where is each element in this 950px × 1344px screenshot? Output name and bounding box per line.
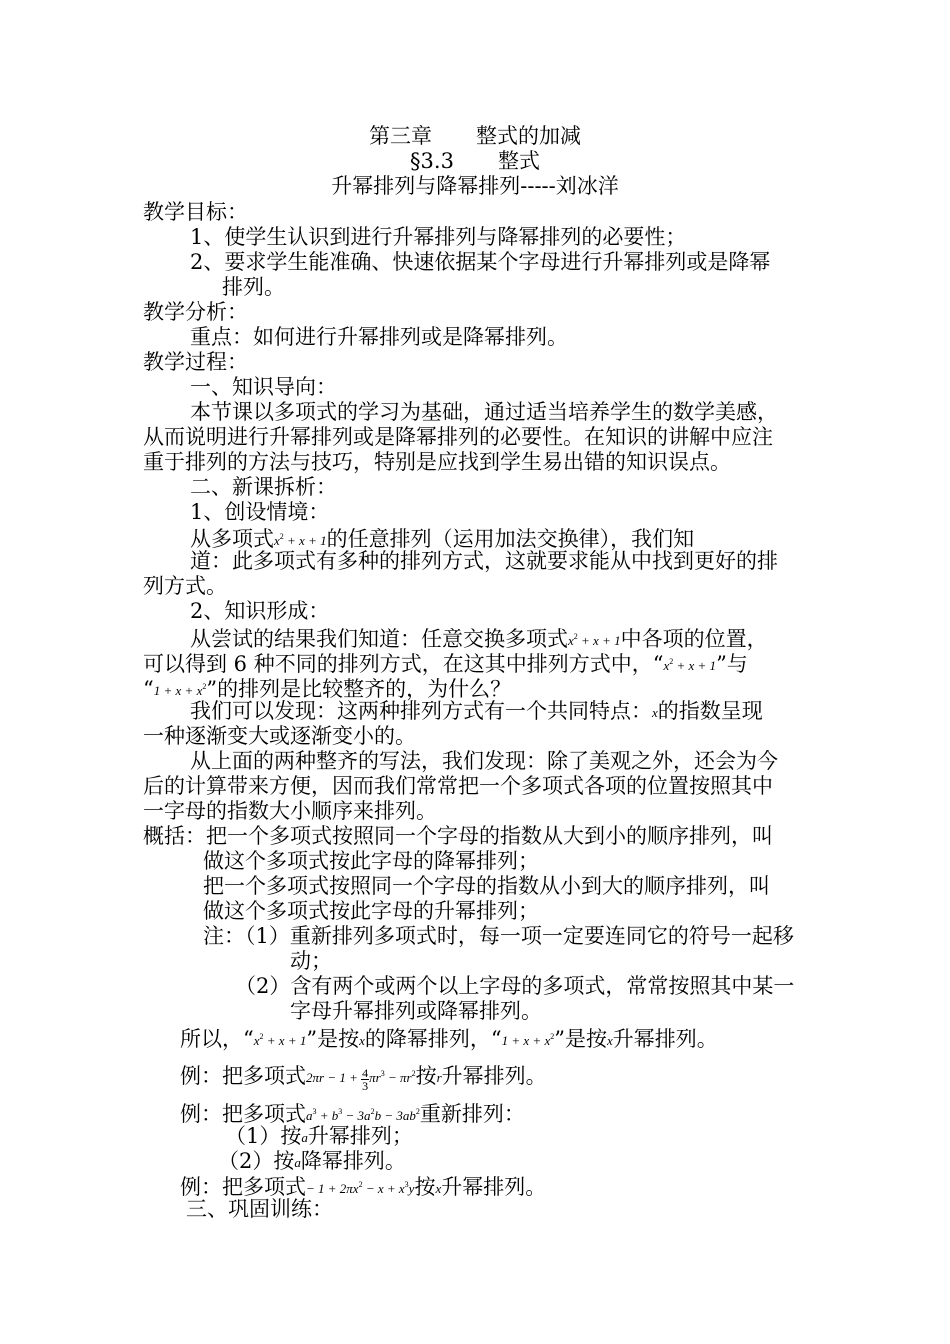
s1-line-2: 道：此多项式有多种的排列方式，这就要求能从中找到更好的排 <box>190 549 778 573</box>
s2-line-7: 后的计算带来方便，因而我们常常把一个多项式各项的位置按照其中 <box>143 774 773 798</box>
text-run: ”的排列是比较整齐的，为什么？ <box>206 677 512 701</box>
text-run: 升幂排列； <box>307 1124 413 1148</box>
section-topic: 整式 <box>497 149 540 173</box>
note-1: 注：（1）重新排列多项式时，每一项一定要连同它的符号一起移 <box>203 924 794 948</box>
goal-item-1: 1、使学生认识到进行升幂排列与降幂排列的必要性； <box>190 225 687 249</box>
text-run: 从多项式 <box>190 527 274 551</box>
goal-item-2-cont: 排列。 <box>222 275 285 299</box>
s1-heading: 1、创设情境： <box>190 500 330 524</box>
text-run: 所以，“ <box>180 1027 254 1051</box>
chapter-label: 第三章 <box>369 124 432 148</box>
part3-heading: 三、巩固训练： <box>186 1197 333 1221</box>
text-run: 例：把多项式 <box>180 1175 306 1199</box>
section-number: §3.3 <box>410 149 454 173</box>
section-title <box>0 149 950 174</box>
text-run: 的降幂排列，“ <box>364 1027 502 1051</box>
poly-desc-formula: $x^2 + x + 1$ <box>663 657 717 673</box>
text-run: 降幂排列。 <box>300 1149 406 1173</box>
part1-heading: 一、知识导向： <box>190 375 337 399</box>
note-2-cont: 字母升幂排列或降幂排列。 <box>290 999 542 1023</box>
lesson-title: 升幂排列与降幂排列-----刘冰洋 <box>331 174 619 198</box>
text-run: 升幂排列。 <box>612 1027 718 1051</box>
example-1-formula: 2πr − 1 + $\frac{4}{3}$ $\pi r^3 - \pi r^2$ <box>306 1065 416 1093</box>
summary-line-2: 做这个多项式按此字母的降幂排列； <box>203 849 539 873</box>
goals-heading: 教学目标： <box>143 200 248 224</box>
note-2: （2）含有两个或两个以上字母的多项式，常常按照其中某一 <box>235 974 795 998</box>
text-run: 例：把多项式 <box>180 1102 306 1126</box>
example-2-formula: $a^3 + b^3 - 3a^2b - 3ab^2$ <box>306 1107 420 1123</box>
poly-desc-formula: $x^2 + x + 1$ <box>253 1032 307 1048</box>
process-heading: 教学过程： <box>143 350 248 374</box>
part1-line-3: 重于排列的方法与技巧，特别是应找到学生易出错的知识误点。 <box>143 450 731 474</box>
note-1-cont: 动； <box>290 949 332 973</box>
chapter-title <box>0 124 950 149</box>
poly-asc-formula: $1 + x + x^2$ <box>153 682 207 698</box>
conclusion-line <box>180 1024 718 1053</box>
text-run: 升幂排列。 <box>441 1175 547 1199</box>
s2-line-6: 从上面的两种整齐的写法，我们发现：除了美观之外，还会为今 <box>190 749 778 773</box>
s2-line-8: 一字母的指数大小顺序来排列。 <box>143 799 437 823</box>
s1-line-3: 列方式。 <box>143 574 227 598</box>
text-run: 按 <box>415 1064 437 1088</box>
text-run: ”是按 <box>554 1027 607 1051</box>
fraction: $\frac{4}{3}$ <box>362 1065 369 1093</box>
variable-x: x <box>652 705 658 720</box>
text-run: 的指数呈现 <box>657 699 763 723</box>
text-run: 升幂排列。 <box>441 1064 547 1088</box>
variable-a: a <box>301 1130 308 1145</box>
chapter-topic: 整式的加减 <box>476 124 581 148</box>
text-run: 从尝试的结果我们知道：任意交换多项式 <box>190 627 568 651</box>
part1-line-1: 本节课以多项式的学习为基础，通过适当培养学生的数学美感， <box>190 400 778 424</box>
summary-line-3: 把一个多项式按照同一个字母的指数从小到大的顺序排列，叫 <box>203 874 770 898</box>
example-1 <box>180 1059 547 1093</box>
example-2-item-1 <box>225 1124 413 1150</box>
text-run: 按 <box>414 1175 436 1199</box>
poly-desc-formula: $x^2 + x + 1$ <box>274 532 327 548</box>
summary-line-4: 做这个多项式按此字母的升幂排列； <box>203 899 539 923</box>
poly-asc-formula: $1 + x + x^2$ <box>501 1032 555 1048</box>
text-run: ”与 <box>716 652 748 676</box>
s2-heading: 2、知识形成： <box>190 599 330 623</box>
text-run: （2）按 <box>218 1149 295 1173</box>
text-run: 中各项的位置， <box>620 627 768 651</box>
summary-line-1: 概括：把一个多项式按照同一个字母的指数从大到小的顺序排列，叫 <box>143 824 773 848</box>
text-run: ”是按 <box>306 1027 360 1051</box>
text-run: “ <box>143 677 154 701</box>
variable-x: x <box>359 1033 365 1048</box>
part1-line-2: 从而说明进行升幂排列或是降幂排列的必要性。在知识的讲解中应注 <box>143 425 773 449</box>
key-point: 重点：如何进行升幂排列或是降幂排列。 <box>190 325 568 349</box>
s2-line-5: 一种逐渐变大或逐渐变小的。 <box>143 724 416 748</box>
part2-heading: 二、新课拆析： <box>190 475 337 499</box>
s2-line-4 <box>190 699 763 725</box>
variable-x: x <box>606 1033 613 1048</box>
poly-desc-formula: $x^2 + x + 1$ <box>568 632 621 648</box>
goal-item-2: 2、要求学生能准确、快速依据某个字母进行升幂排列或是降幂 <box>190 250 771 274</box>
text-run: （1）按 <box>225 1124 302 1148</box>
variable-a: a <box>294 1155 301 1170</box>
text-run: 可以得到 6 种不同的排列方式，在这其中排列方式中，“ <box>143 652 664 676</box>
text-run: 的任意排列（运用加法交换律），我们知 <box>326 527 695 551</box>
example-3-formula: − $1 + 2\pi x^2 - x + x^3y$ <box>306 1180 415 1196</box>
text-run: 我们可以发现：这两种排列方式有一个共同特点： <box>190 699 652 723</box>
variable-x: x <box>435 1181 442 1196</box>
analysis-heading: 教学分析： <box>143 300 248 324</box>
variable-r: r <box>436 1070 442 1085</box>
text-run: 重新排列： <box>419 1102 525 1126</box>
text-run: 例：把多项式 <box>180 1064 306 1088</box>
